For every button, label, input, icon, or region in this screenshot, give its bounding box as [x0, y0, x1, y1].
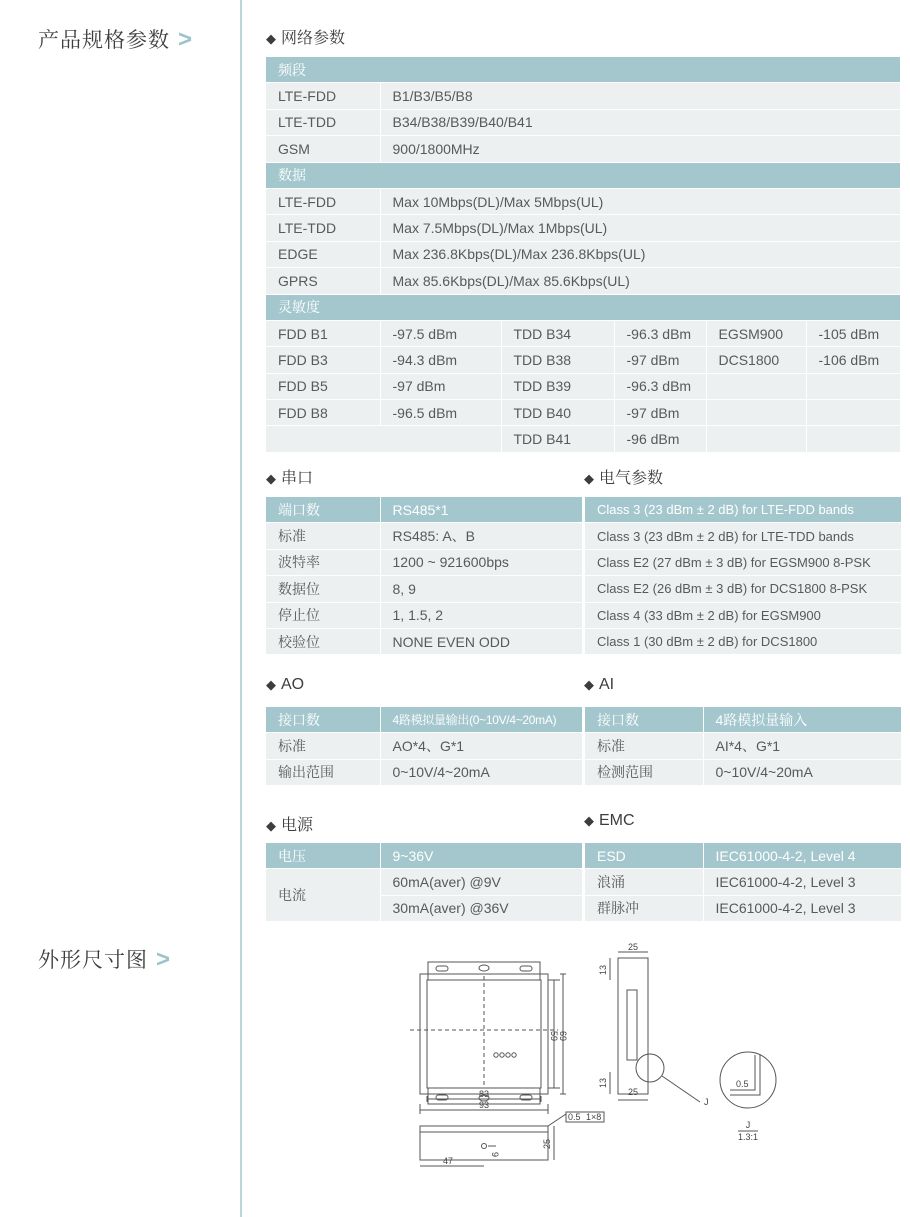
sens-band: TDD B38: [501, 347, 614, 373]
serial-title: 串口: [281, 470, 314, 487]
table-row: [585, 869, 901, 895]
sens-empty: [806, 426, 900, 452]
sensitivity-row: [266, 320, 900, 346]
electrical-value: Class 3 (23 dBm ± 2 dB) for LTE-FDD bands: [585, 497, 901, 523]
sens-value: -97 dBm: [614, 347, 706, 373]
sens-band: FDD B8: [266, 400, 380, 426]
table-row: [266, 628, 582, 654]
spec-section-title-text: 产品规格参数: [38, 29, 170, 52]
sens-value: -96 dBm: [614, 426, 706, 452]
table-row: [266, 241, 900, 267]
table-row: [266, 843, 582, 869]
sens-band: TDD B34: [501, 320, 614, 346]
table-row: [266, 523, 582, 549]
table-row: [266, 549, 582, 575]
spec-section-title: [38, 24, 193, 54]
sens-value: -96.3 dBm: [614, 373, 706, 399]
ai-label: 接口数: [585, 707, 703, 733]
mounting-slot: [520, 966, 532, 971]
emc-title: EMC: [599, 812, 635, 829]
emc-table: [585, 843, 901, 922]
ai-title: AI: [599, 676, 615, 693]
serial-value: 8, 9: [380, 576, 582, 602]
keyhole-slot: [479, 965, 489, 971]
data-label: LTE-FDD: [266, 188, 380, 214]
leader-line: [548, 1114, 566, 1126]
dim-13-bottom: 13: [598, 1077, 608, 1089]
serial-label: 标准: [266, 523, 380, 549]
data-label: EDGE: [266, 241, 380, 267]
chevron-right-icon: >: [178, 26, 194, 53]
bottom-view: [420, 1112, 604, 1166]
diamond-bullet-icon: ◆: [266, 471, 276, 486]
sens-band: DCS1800: [706, 347, 806, 373]
side-view: [598, 942, 709, 1107]
emc-label: 群脉冲: [585, 895, 703, 921]
ai-table: [585, 707, 901, 786]
table-row: [266, 136, 900, 162]
ao-value: 0~10V/4~20mA: [380, 759, 582, 785]
ao-title: AO: [281, 676, 305, 693]
dimension-drawing: [400, 940, 800, 1180]
band-value: 900/1800MHz: [380, 136, 900, 162]
table-row: [266, 869, 582, 895]
voltage-value: 9~36V: [380, 843, 582, 869]
sens-value: -96.5 dBm: [380, 400, 501, 426]
serial-label: 校验位: [266, 628, 380, 654]
dimension-section-title-text: 外形尺寸图: [38, 949, 148, 972]
side-body: [618, 958, 648, 1094]
power-title: 电源: [281, 817, 314, 834]
tolerance-note: 1×8: [586, 1112, 602, 1122]
sens-empty: [706, 400, 806, 426]
data-label: GPRS: [266, 268, 380, 294]
sens-value: -97 dBm: [380, 373, 501, 399]
diamond-bullet-icon: ◆: [584, 813, 594, 828]
table-row: [585, 497, 901, 523]
dimension-section-title: [38, 944, 171, 974]
sensitivity-row: [266, 347, 900, 373]
table-row: [266, 707, 582, 733]
table-row: [585, 707, 901, 733]
data-value: Max 85.6Kbps(DL)/Max 85.6Kbps(UL): [380, 268, 900, 294]
detail-scale: 1.3:1: [737, 1132, 759, 1142]
sensitivity-row: [266, 426, 900, 452]
band-value: B34/B38/B39/B40/B41: [380, 109, 900, 135]
ao-table: [266, 707, 582, 786]
sens-band: FDD B3: [266, 347, 380, 373]
dim-25-top: 25: [627, 942, 639, 952]
sensitivity-header: 灵敏度: [266, 294, 900, 320]
serial-heading: [266, 465, 313, 488]
table-row: [266, 733, 582, 759]
serial-label: 停止位: [266, 602, 380, 628]
table-row: [266, 109, 900, 135]
table-row: [266, 83, 900, 109]
ai-value: AI*4、G*1: [703, 733, 901, 759]
emc-label: 浪涌: [585, 869, 703, 895]
dim-25-bottom: 25: [627, 1087, 639, 1097]
detail-circle: [636, 1054, 664, 1082]
mounting-slot: [436, 966, 448, 971]
sens-empty: [706, 373, 806, 399]
sens-value: -94.3 dBm: [380, 347, 501, 373]
data-label: LTE-TDD: [266, 215, 380, 241]
ao-value: 4路模拟量输出(0~10V/4~20mA): [380, 707, 582, 733]
divider-line: [240, 0, 242, 1217]
band-header-row: [266, 57, 900, 83]
ai-label: 标准: [585, 733, 703, 759]
detail-j-view: [720, 1052, 776, 1142]
network-heading: [266, 25, 345, 48]
band-label: LTE-FDD: [266, 83, 380, 109]
serial-label: 端口数: [266, 497, 380, 523]
dim-47: 47: [442, 1156, 454, 1166]
sens-band: EGSM900: [706, 320, 806, 346]
electrical-value: Class E2 (26 dBm ± 3 dB) for DCS1800 8-PSK: [585, 576, 901, 602]
sens-value: -106 dBm: [806, 347, 900, 373]
current-value: 60mA(aver) @9V: [380, 869, 582, 895]
data-header-row: [266, 162, 900, 188]
band-label: LTE-TDD: [266, 109, 380, 135]
table-row: [585, 628, 901, 654]
table-row: [585, 843, 901, 869]
led-indicator: [512, 1053, 516, 1057]
sensitivity-row: [266, 400, 900, 426]
side-connector: [627, 990, 637, 1060]
network-title: 网络参数: [281, 30, 346, 47]
band-label: GSM: [266, 136, 380, 162]
diamond-bullet-icon: ◆: [584, 677, 594, 692]
ao-value: AO*4、G*1: [380, 733, 582, 759]
electrical-value: Class 1 (30 dBm ± 2 dB) for DCS1800: [585, 628, 901, 654]
emc-label: ESD: [585, 843, 703, 869]
ao-heading: [266, 676, 304, 694]
sens-band: TDD B39: [501, 373, 614, 399]
serial-value: RS485*1: [380, 497, 582, 523]
screw-hole: [482, 1144, 487, 1149]
callout-line: [662, 1076, 700, 1102]
ai-label: 检测范围: [585, 759, 703, 785]
sens-empty: [806, 400, 900, 426]
voltage-label: 电压: [266, 843, 380, 869]
detail-label: J: [745, 1120, 751, 1130]
ai-heading: [584, 676, 614, 694]
emc-value: IEC61000-4-2, Level 3: [703, 895, 901, 921]
data-value: Max 236.8Kbps(DL)/Max 236.8Kbps(UL): [380, 241, 900, 267]
chevron-right-icon: >: [156, 946, 172, 973]
sens-band: FDD B1: [266, 320, 380, 346]
electrical-value: Class E2 (27 dBm ± 3 dB) for EGSM900 8-PSK: [585, 549, 901, 575]
led-indicator: [500, 1053, 504, 1057]
electrical-heading: [584, 465, 663, 488]
electrical-value: Class 4 (33 dBm ± 2 dB) for EGSM900: [585, 602, 901, 628]
table-row: [585, 895, 901, 921]
serial-value: NONE EVEN ODD: [380, 628, 582, 654]
detail-05: 0.5: [736, 1079, 749, 1089]
sens-value: -96.3 dBm: [614, 320, 706, 346]
electrical-value: Class 3 (23 dBm ± 2 dB) for LTE-TDD bands: [585, 523, 901, 549]
electrical-title: 电气参数: [599, 470, 664, 487]
dim-93: 93: [478, 1100, 490, 1110]
dim-59: 59: [549, 1030, 559, 1042]
diamond-bullet-icon: ◆: [266, 677, 276, 692]
sens-value: -97.5 dBm: [380, 320, 501, 346]
diamond-bullet-icon: ◆: [266, 818, 276, 833]
sens-empty: [806, 373, 900, 399]
ao-label: 标准: [266, 733, 380, 759]
dim-9: 9: [490, 1152, 500, 1158]
serial-table: [266, 497, 582, 655]
band-header: 频段: [266, 57, 900, 83]
table-row: [266, 215, 900, 241]
ao-label: 输出范围: [266, 759, 380, 785]
sens-value: -105 dBm: [806, 320, 900, 346]
sensitivity-header-row: [266, 294, 900, 320]
ai-value: 0~10V/4~20mA: [703, 759, 901, 785]
power-heading: [266, 812, 313, 835]
front-view: [410, 962, 568, 1114]
table-row: [266, 268, 900, 294]
network-table: [266, 57, 900, 453]
current-value: 30mA(aver) @36V: [380, 895, 582, 921]
serial-value: RS485: A、B: [380, 523, 582, 549]
table-row: [585, 523, 901, 549]
table-row: [585, 576, 901, 602]
emc-value: IEC61000-4-2, Level 3: [703, 869, 901, 895]
sens-empty: [266, 426, 501, 452]
dim-25-side: 25: [542, 1138, 552, 1150]
table-row: [266, 759, 582, 785]
dim-83: 83: [478, 1089, 490, 1099]
callout-j: J: [704, 1097, 709, 1107]
emc-heading: [584, 812, 635, 830]
band-value: B1/B3/B5/B8: [380, 83, 900, 109]
table-row: [266, 497, 582, 523]
table-row: [266, 576, 582, 602]
sens-band: TDD B41: [501, 426, 614, 452]
serial-value: 1, 1.5, 2: [380, 602, 582, 628]
table-row: [266, 602, 582, 628]
led-indicator: [494, 1053, 498, 1057]
sens-value: -97 dBm: [614, 400, 706, 426]
diamond-bullet-icon: ◆: [266, 31, 276, 46]
data-header: 数据: [266, 162, 900, 188]
power-table: [266, 843, 582, 922]
current-label: 电流: [266, 869, 380, 922]
ao-label: 接口数: [266, 707, 380, 733]
led-indicator: [506, 1053, 510, 1057]
tolerance-value: 0.5: [568, 1112, 581, 1122]
sens-band: TDD B40: [501, 400, 614, 426]
emc-value: IEC61000-4-2, Level 4: [703, 843, 901, 869]
table-row: [266, 188, 900, 214]
sensitivity-row: [266, 373, 900, 399]
sens-band: FDD B5: [266, 373, 380, 399]
electrical-table: [585, 497, 901, 655]
table-row: [585, 733, 901, 759]
dim-13-top: 13: [598, 964, 608, 976]
table-row: [585, 549, 901, 575]
serial-value: 1200 ~ 921600bps: [380, 549, 582, 575]
dim-69: 69: [558, 1030, 568, 1042]
table-row: [585, 759, 901, 785]
sens-empty: [706, 426, 806, 452]
serial-label: 波特率: [266, 549, 380, 575]
ai-value: 4路模拟量输入: [703, 707, 901, 733]
data-value: Max 7.5Mbps(DL)/Max 1Mbps(UL): [380, 215, 900, 241]
serial-label: 数据位: [266, 576, 380, 602]
table-row: [585, 602, 901, 628]
diamond-bullet-icon: ◆: [584, 471, 594, 486]
data-value: Max 10Mbps(DL)/Max 5Mbps(UL): [380, 188, 900, 214]
